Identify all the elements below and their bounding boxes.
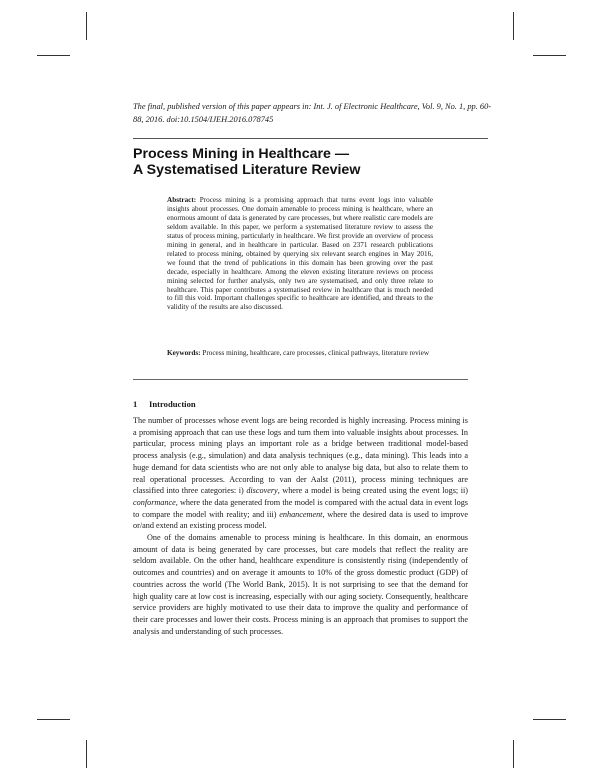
section-heading: [133, 398, 468, 410]
crop-mark-top-right-h: [533, 55, 566, 56]
crop-mark-bottom-right-h: [533, 719, 566, 720]
paragraph-1-part-2: , where a model is being created using the event logs; ii): [277, 486, 468, 496]
body-text: [133, 415, 468, 637]
abstract-block: [167, 196, 433, 312]
title-rule: [133, 138, 488, 139]
keywords-label: Keywords:: [167, 349, 201, 357]
section-rule: [133, 379, 468, 380]
crop-mark-top-left-v: [86, 12, 87, 40]
abstract-label: Abstract:: [167, 196, 197, 204]
paragraph-1-part-4: , where the desired data is used to improve or/and extend an existing process model.: [133, 509, 469, 531]
crop-mark-bottom-right-v: [513, 740, 514, 768]
crop-mark-bottom-left-h: [37, 719, 70, 720]
paragraph-1: [133, 415, 468, 532]
crop-mark-top-right-v: [513, 12, 514, 40]
keywords-block: [167, 349, 433, 359]
paragraph-2: One of the domains amenable to process mining is healthcare. In this domain, an enormous amount of data is being generated by care processes, but care models that reflect the reality are seldom available. On the other hand, healthcare expenditure is consistently rising (independently of outcomes and countries) and on average it amounts to 10% of the gross domestic product (GDP) of countries across the world (The World Bank, 2015). It is not surprising to see that the demand for high quality care at low cost is increasing, especially with our aging society. Consequently, healthcare service providers are highly motivated to use their data to improve the quality and performance of their care processes and lower their costs. Process mining is an approach that promises to support the analysis and understanding of such processes.: [133, 533, 468, 636]
paragraph-1-part-3: , where the data generated from the model is compared with the actual data in event logs to compare the model with reality; and iii): [133, 497, 468, 519]
title-line-1: Process Mining in Healthcare —: [133, 146, 350, 162]
crop-mark-top-left-h: [37, 55, 70, 56]
paragraph-1-part-1: The number of processes whose event logs are being recorded is highly increasing. Process mining is a promising approach that can use these logs and turn them into valuable insights about processes. In particular, process mining plays an important role as a bridge between traditional model-based process analysis (e.g., simulation) and data analysis techniques (e.g., data mining). This leads into a huge demand for data scientists who are not only able to analyse big data, but also to relate them to real operational processes. According to van der Aalst (2011), process mining techniques are classified into three categories: i): [133, 416, 468, 496]
term-conformance: conformance: [133, 497, 176, 507]
term-enhancement: enhancement: [279, 509, 323, 519]
keywords-text: Process mining, healthcare, care processes, clinical pathways, literature review: [202, 349, 430, 357]
publication-note: The final, published version of this paper appears in: Int. J. of Electronic Healthcare, Vol. 9, No. 1, pp. 60-88, 2016. doi:10.1504/IJEH.2016.078745: [133, 102, 492, 124]
paper-title: [133, 146, 493, 178]
title-line-2: A Systematised Literature Review: [133, 162, 361, 178]
section-number: 1: [133, 399, 138, 409]
term-discovery: discovery: [246, 486, 278, 496]
abstract-text: Process mining is a promising approach that turns event logs into valuable insights about processes. One domain amenable to process mining is healthcare, where an enormous amount of data is generated by care processes, but where realistic care models are seldom available. In this paper, we perform a systematised literature review to assess the status of process mining, particularly in healthcare. We first provide an overview of process mining in general, and in healthcare in particular. Based on 2371 research publications related to process mining, obtained by querying six relevant search engines in May 2016, we found that the trend of publications in this domain has been growing over the past decade, especially in healthcare. Among the eleven existing literature reviews on process mining selected for further analysis, only two are systematised, and only three relate to healthcare. This paper contributes a systematised review in healthcare that is much needed to fill this void. Important challenges specific to healthcare are identified, and threats to the validity of the results are also discussed.: [167, 196, 434, 312]
crop-mark-bottom-left-v: [86, 740, 87, 768]
section-title: Introduction: [149, 399, 196, 409]
